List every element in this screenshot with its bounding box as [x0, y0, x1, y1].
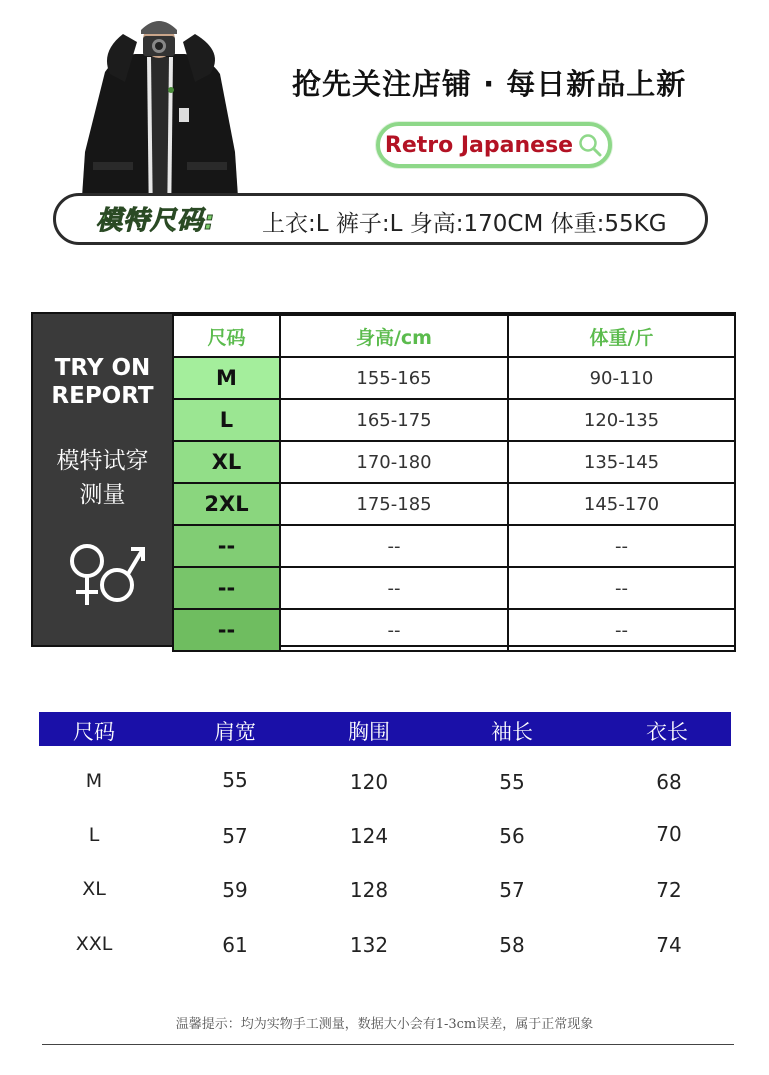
- size-cell: XL: [173, 441, 280, 483]
- header-weight: 体重/斤: [508, 315, 735, 357]
- magnifier-icon: [577, 132, 603, 158]
- garment-shoulder-cell: 57: [222, 824, 248, 848]
- measurement-note: 温馨提示：均为实物手工测量，数据大小会有1-3cm误差，属于正常现象: [175, 1017, 594, 1032]
- table-row: [173, 441, 735, 483]
- garment-chest-cell: 128: [349, 878, 389, 902]
- height-cell: 175-185: [280, 483, 508, 525]
- height-cell: --: [280, 567, 508, 609]
- try-on-report-table: [31, 312, 736, 647]
- height-cell: --: [280, 525, 508, 567]
- garment-shoulder-cell: 61: [222, 933, 248, 957]
- garment-length-cell: 72: [656, 878, 682, 902]
- try-on-title-line1: TRY ON: [54, 355, 151, 381]
- garment-sleeve-cell: 57: [499, 878, 525, 902]
- height-cell: 165-175: [280, 399, 508, 441]
- model-size-label: 模特尺码:: [96, 206, 216, 236]
- retro-japanese-label: Retro Japanese: [384, 132, 574, 158]
- table-row: [39, 824, 731, 864]
- height-cell: --: [280, 609, 508, 651]
- garment-size-cell: XXL: [75, 933, 113, 955]
- table-row: [39, 878, 731, 918]
- size-cell: --: [173, 609, 280, 651]
- female-male-icon: [61, 539, 149, 611]
- weight-cell: 145-170: [508, 483, 735, 525]
- garment-size-cell: L: [88, 824, 100, 846]
- size-cell: M: [173, 357, 280, 399]
- bottom-divider: [42, 1044, 734, 1045]
- height-cell: 170-180: [280, 441, 508, 483]
- garment-length-cell: 68: [656, 770, 682, 794]
- table-row: [173, 567, 735, 609]
- try-on-grid: [172, 314, 736, 652]
- garment-header-sleeve: 袖长: [491, 720, 533, 744]
- height-cell: 155-165: [280, 357, 508, 399]
- weight-cell: --: [508, 567, 735, 609]
- model-info-text: 上衣:L 裤子:L 身高:170CM 体重:55KG: [262, 211, 667, 237]
- table-row: [39, 770, 731, 810]
- weight-cell: 135-145: [508, 441, 735, 483]
- table-row: [173, 483, 735, 525]
- headline: 抢先关注店铺 · 每日新品上新: [292, 67, 687, 101]
- garment-size-cell: M: [85, 770, 103, 792]
- weight-cell: 90-110: [508, 357, 735, 399]
- retro-japanese-badge: [376, 122, 612, 168]
- garment-header-shoulder: 肩宽: [214, 720, 256, 744]
- garment-sleeve-cell: 55: [499, 770, 525, 794]
- table-row: [173, 525, 735, 567]
- try-on-sub-line1: 模特试穿: [56, 448, 149, 474]
- table-row: [173, 357, 735, 399]
- weight-cell: 120-135: [508, 399, 735, 441]
- garment-header-size: 尺码: [73, 720, 115, 744]
- weight-cell: --: [508, 609, 735, 651]
- try-on-sub-line2: 测量: [79, 482, 126, 508]
- size-cell: 2XL: [173, 483, 280, 525]
- garment-sleeve-cell: 58: [499, 933, 525, 957]
- try-on-title-line2: REPORT: [51, 383, 154, 409]
- header-size: 尺码: [173, 315, 280, 357]
- size-cell: L: [173, 399, 280, 441]
- garment-header-chest: 胸围: [348, 720, 390, 744]
- garment-chest-cell: 132: [349, 933, 389, 957]
- garment-shoulder-cell: 55: [222, 768, 248, 792]
- garment-chest-cell: 124: [349, 824, 389, 848]
- garment-chest-cell: 120: [349, 770, 389, 794]
- garment-length-cell: 74: [656, 933, 682, 957]
- header-height: 身高/cm: [280, 315, 508, 357]
- table-row: [173, 609, 735, 651]
- try-on-subtitle: [33, 444, 172, 512]
- size-cell: --: [173, 525, 280, 567]
- garment-table-header: [39, 712, 731, 746]
- size-cell: --: [173, 567, 280, 609]
- table-row: [173, 399, 735, 441]
- garment-sleeve-cell: 56: [499, 824, 525, 848]
- garment-header-length: 衣长: [646, 720, 688, 744]
- garment-size-cell: XL: [82, 878, 106, 900]
- garment-shoulder-cell: 59: [222, 878, 248, 902]
- garment-length-cell: 70: [656, 822, 682, 846]
- try-on-title: [33, 354, 172, 410]
- weight-cell: --: [508, 525, 735, 567]
- try-on-side-panel: [33, 314, 172, 645]
- table-row: [39, 933, 731, 973]
- try-on-header-row: [173, 315, 735, 357]
